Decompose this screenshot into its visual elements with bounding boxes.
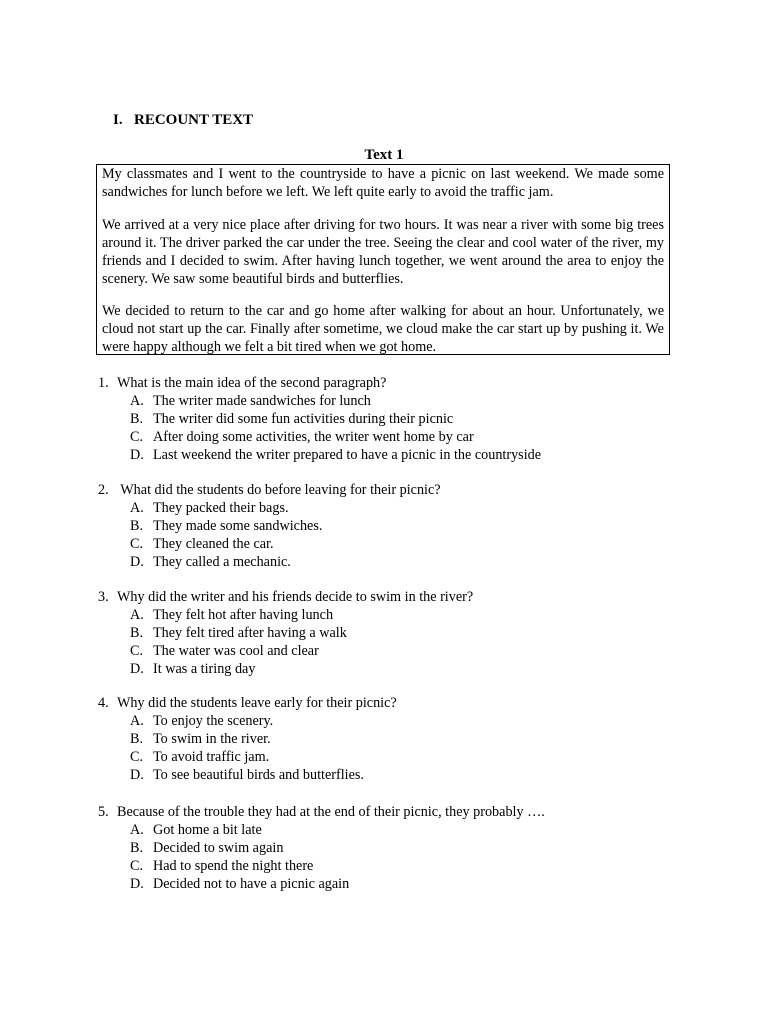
question-4 xyxy=(98,694,397,784)
option-letter: D. xyxy=(130,554,144,570)
option-c xyxy=(98,748,397,766)
option-d xyxy=(98,660,473,678)
option-d xyxy=(98,766,397,784)
option-list xyxy=(98,606,473,678)
option-text: To avoid traffic jam. xyxy=(153,749,270,765)
option-a xyxy=(98,821,545,839)
option-text: The writer did some fun activities during their picnic xyxy=(153,411,454,427)
option-text: To see beautiful birds and butterflies. xyxy=(153,767,364,783)
option-letter: A. xyxy=(130,500,144,516)
question-text: What did the students do before leaving for their picnic? xyxy=(117,482,441,498)
option-letter: A. xyxy=(130,713,144,729)
question-number: 2. xyxy=(98,482,109,498)
option-text: They felt hot after having lunch xyxy=(153,607,334,623)
option-text: The water was cool and clear xyxy=(153,643,319,659)
option-letter: A. xyxy=(130,607,144,623)
option-a xyxy=(98,392,541,410)
question-number: 3. xyxy=(98,589,109,605)
option-letter: C. xyxy=(130,858,144,874)
question-number: 1. xyxy=(98,375,109,391)
passage-box xyxy=(96,164,670,355)
option-text: They packed their bags. xyxy=(153,500,289,516)
question-stem xyxy=(98,481,441,499)
option-letter: D. xyxy=(130,447,144,463)
question-text: Because of the trouble they had at the end of their picnic, they probably …. xyxy=(117,804,545,820)
option-text: Had to spend the night there xyxy=(153,858,314,874)
question-2 xyxy=(98,481,441,571)
option-letter: A. xyxy=(130,822,144,838)
question-stem xyxy=(98,374,541,392)
question-stem xyxy=(98,588,473,606)
question-stem xyxy=(98,803,545,821)
option-a xyxy=(98,712,397,730)
option-letter: B. xyxy=(130,625,144,641)
option-text: To swim in the river. xyxy=(153,731,271,747)
option-d xyxy=(98,446,541,464)
question-text: What is the main idea of the second paragraph? xyxy=(117,375,387,391)
passage-paragraph-1: My classmates and I went to the countryside to have a picnic on last weekend. We made some sandwiches for lunch before we left. We left quite early to avoid the traffic jam. xyxy=(102,166,664,200)
option-letter: C. xyxy=(130,643,144,659)
option-b xyxy=(98,730,397,748)
option-text: Decided to swim again xyxy=(153,840,284,856)
option-text: They felt tired after having a walk xyxy=(153,625,347,641)
section-heading xyxy=(113,111,253,129)
option-text: They cleaned the car. xyxy=(153,536,274,552)
text-title: Text 1 xyxy=(364,147,404,163)
option-b xyxy=(98,839,545,857)
option-text: To enjoy the scenery. xyxy=(153,713,274,729)
option-a xyxy=(98,606,473,624)
question-number: 5. xyxy=(98,804,109,820)
option-b xyxy=(98,517,441,535)
option-c xyxy=(98,428,541,446)
option-b xyxy=(98,624,473,642)
option-list xyxy=(98,712,397,784)
section-title: RECOUNT TEXT xyxy=(134,112,254,128)
option-letter: C. xyxy=(130,429,144,445)
option-a xyxy=(98,499,441,517)
option-letter: B. xyxy=(130,840,144,856)
option-c xyxy=(98,535,441,553)
option-text: Decided not to have a picnic again xyxy=(153,876,350,892)
passage-paragraph-2: We arrived at a very nice place after driving for two hours. It was near a river with some big trees around it. The driver parked the car under the tree. Seeing the clear and cool water of the river, my friends and I decided to swim. After having lunch together, we went around the area to enjoy the scenery. We saw some beautiful birds and butterflies. xyxy=(102,217,664,287)
option-text: They called a mechanic. xyxy=(153,554,291,570)
option-c xyxy=(98,857,545,875)
question-text: Why did the writer and his friends decide to swim in the river? xyxy=(117,589,474,605)
question-5 xyxy=(98,803,545,893)
question-text: Why did the students leave early for their picnic? xyxy=(117,695,397,711)
option-text: Got home a bit late xyxy=(153,822,262,838)
question-1 xyxy=(98,374,541,464)
option-letter: A. xyxy=(130,393,144,409)
option-letter: C. xyxy=(130,536,144,552)
question-stem xyxy=(98,694,397,712)
passage-paragraph-3: We decided to return to the car and go home after walking for about an hour. Unfortunately, we cloud not start up the car. Finally after sometime, we cloud make the car start up by pushing it. We were happy although we felt a bit tired when we got home. xyxy=(102,303,664,355)
option-text: Last weekend the writer prepared to have a picnic in the countryside xyxy=(153,447,542,463)
option-letter: D. xyxy=(130,661,144,677)
section-number: I. xyxy=(113,112,123,128)
option-b xyxy=(98,410,541,428)
option-text: The writer made sandwiches for lunch xyxy=(153,393,371,409)
option-text: They made some sandwiches. xyxy=(153,518,323,534)
option-c xyxy=(98,642,473,660)
option-d xyxy=(98,553,441,571)
option-letter: B. xyxy=(130,411,144,427)
option-text: It was a tiring day xyxy=(153,661,256,677)
option-letter: D. xyxy=(130,876,144,892)
option-letter: B. xyxy=(130,731,144,747)
option-d xyxy=(98,875,545,893)
option-text: After doing some activities, the writer went home by car xyxy=(153,429,474,445)
option-list xyxy=(98,499,441,571)
option-list xyxy=(98,821,545,893)
option-letter: C. xyxy=(130,749,144,765)
question-3 xyxy=(98,588,473,678)
option-list xyxy=(98,392,541,464)
question-number: 4. xyxy=(98,695,109,711)
option-letter: D. xyxy=(130,767,144,783)
option-letter: B. xyxy=(130,518,144,534)
